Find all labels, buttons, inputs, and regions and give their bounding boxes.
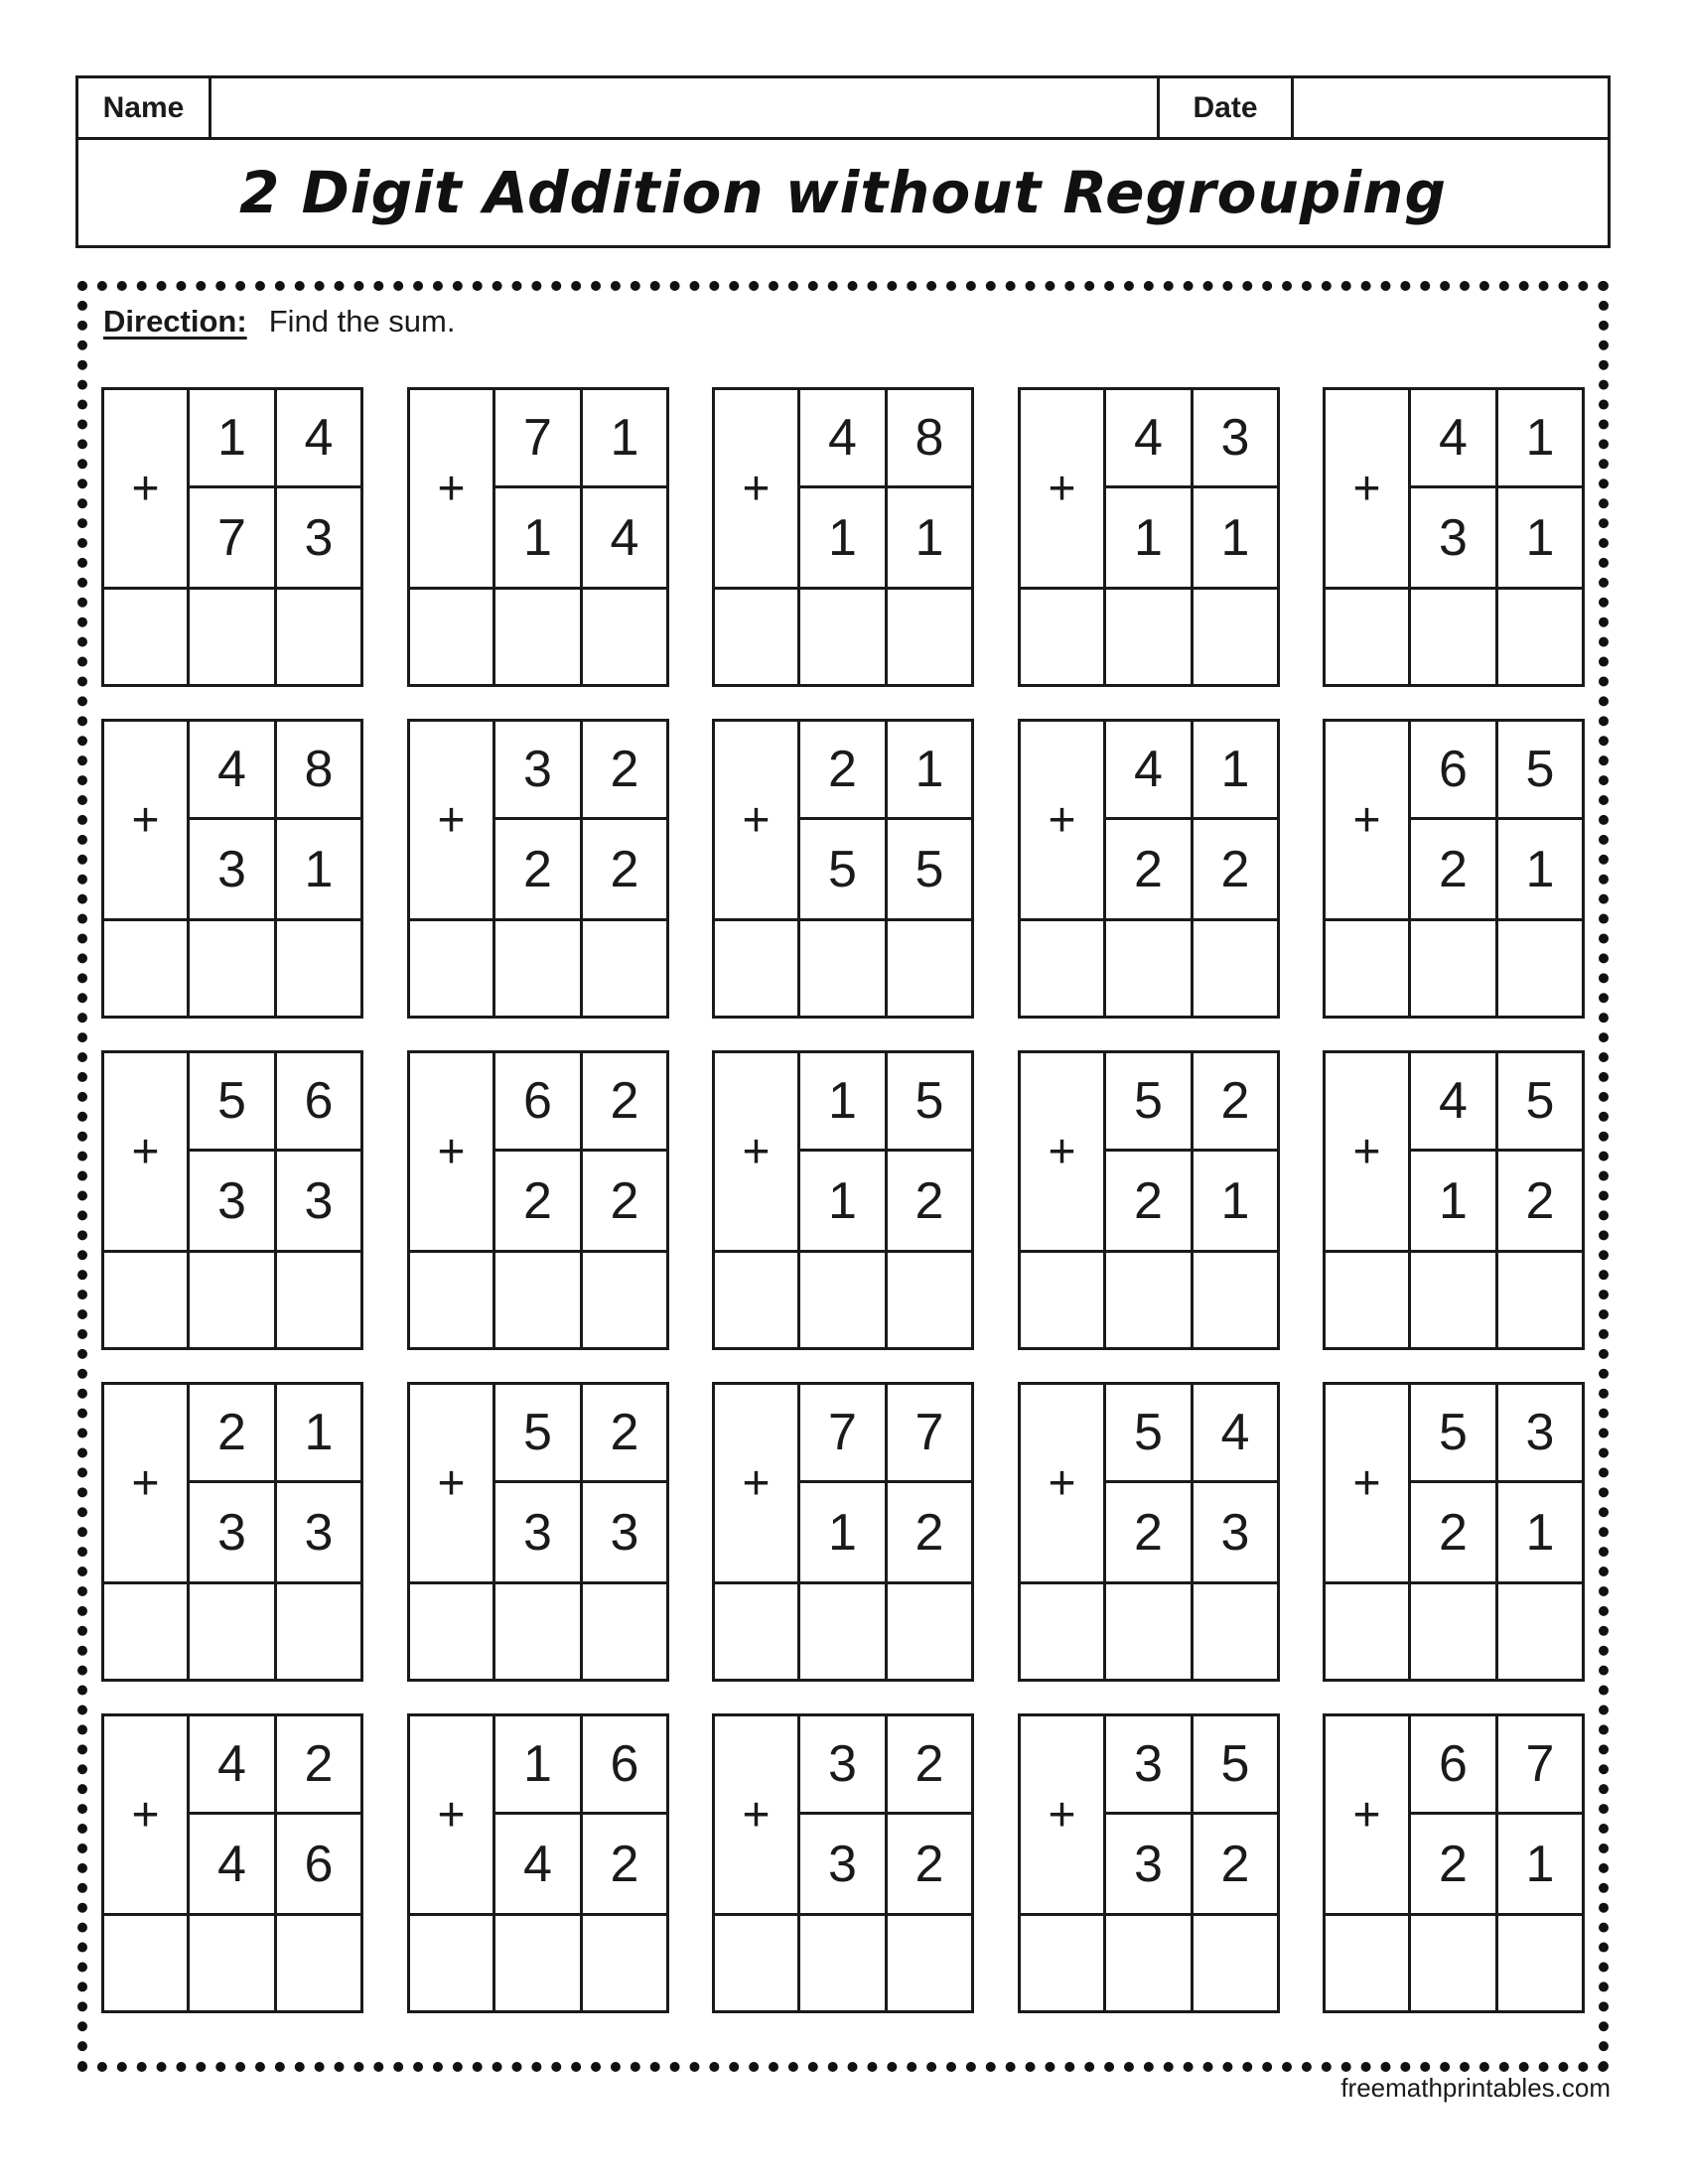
addition-problem <box>712 387 974 687</box>
addend-2-ones: 1 <box>304 840 334 898</box>
addend-1-tens: 1 <box>190 390 277 488</box>
direction <box>103 304 456 340</box>
answer-tens-cell[interactable] <box>1106 587 1194 684</box>
plus-sign: + <box>1326 1716 1411 1913</box>
addend-1-tens: 4 <box>190 722 277 820</box>
answer-ones-cell[interactable] <box>277 1581 360 1679</box>
addition-problem <box>1018 387 1280 687</box>
addend-1-ones: 7 <box>1498 1716 1582 1815</box>
answer-hundreds-cell[interactable] <box>1326 1581 1411 1679</box>
addend-1-tens: 6 <box>1411 722 1498 820</box>
answer-hundreds-cell[interactable] <box>715 1913 800 2010</box>
answer-hundreds-cell[interactable] <box>410 1250 495 1347</box>
answer-hundreds-cell[interactable] <box>410 1581 495 1679</box>
answer-hundreds-cell[interactable] <box>104 1581 190 1679</box>
addend-2-ones: 4 <box>610 508 639 567</box>
answer-tens-cell[interactable] <box>1106 1913 1194 2010</box>
addend-2-tens: 3 <box>190 1152 277 1250</box>
addend-1-tens: 3 <box>1106 1716 1194 1815</box>
addition-problem <box>712 1050 974 1350</box>
plus-sign: + <box>1021 1385 1106 1581</box>
addition-problem <box>1323 1713 1585 2013</box>
answer-hundreds-cell[interactable] <box>410 918 495 1016</box>
addition-problem <box>1323 719 1585 1019</box>
worksheet-title: 2 Digit Addition without Regrouping <box>239 159 1447 226</box>
addend-2-tens: 3 <box>1106 1815 1194 1913</box>
addend-1-tens: 6 <box>495 1053 583 1152</box>
name-label: Name <box>78 78 211 137</box>
addend-1-tens: 1 <box>495 1716 583 1815</box>
addition-problem <box>1323 1050 1585 1350</box>
answer-ones-cell[interactable] <box>583 918 666 1016</box>
plus-sign: + <box>715 390 800 587</box>
answer-ones-cell[interactable] <box>583 1913 666 2010</box>
addition-problem <box>1018 719 1280 1019</box>
addend-1-ones: 8 <box>888 390 971 488</box>
name-field[interactable] <box>211 78 1160 137</box>
addition-problem <box>407 387 669 687</box>
addend-1-tens: 1 <box>800 1053 888 1152</box>
answer-hundreds-cell[interactable] <box>1021 1250 1106 1347</box>
addition-problem <box>1018 1382 1280 1682</box>
addend-2-tens: 5 <box>800 820 888 918</box>
addition-problem <box>407 719 669 1019</box>
addend-1-ones: 1 <box>1194 722 1277 820</box>
addend-2-tens: 1 <box>800 1483 888 1581</box>
answer-tens-cell[interactable] <box>495 1913 583 2010</box>
plus-sign: + <box>410 1385 495 1581</box>
addend-1-ones: 8 <box>277 722 360 820</box>
addend-1-tens: 2 <box>800 722 888 820</box>
addition-problem <box>101 1713 363 2013</box>
addend-1-tens: 6 <box>1411 1716 1498 1815</box>
addend-1-tens: 4 <box>1106 390 1194 488</box>
answer-ones-cell[interactable] <box>888 1913 971 2010</box>
answer-ones-cell[interactable] <box>1194 1250 1277 1347</box>
addend-1-ones: 2 <box>1194 1053 1277 1152</box>
answer-hundreds-cell[interactable] <box>1326 918 1411 1016</box>
addend-1-tens: 7 <box>495 390 583 488</box>
answer-tens-cell[interactable] <box>1411 587 1498 684</box>
addend-2-ones: 2 <box>914 1503 944 1562</box>
plus-sign: + <box>410 1053 495 1250</box>
addend-1-tens: 5 <box>1411 1385 1498 1483</box>
plus-sign: + <box>410 390 495 587</box>
answer-hundreds-cell[interactable] <box>104 1250 190 1347</box>
addition-problem <box>1018 1050 1280 1350</box>
addend-2-tens: 3 <box>495 1483 583 1581</box>
addition-problem <box>712 1382 974 1682</box>
answer-ones-cell[interactable] <box>1194 587 1277 684</box>
answer-ones-cell[interactable] <box>888 918 971 1016</box>
addend-2-tens: 3 <box>190 820 277 918</box>
addend-1-ones: 1 <box>888 722 971 820</box>
answer-hundreds-cell[interactable] <box>1021 1913 1106 2010</box>
addend-2-ones: 5 <box>914 840 944 898</box>
addend-2-tens: 4 <box>190 1815 277 1913</box>
answer-ones-cell[interactable] <box>1498 918 1582 1016</box>
answer-hundreds-cell[interactable] <box>1021 587 1106 684</box>
answer-hundreds-cell[interactable] <box>715 587 800 684</box>
addend-2-ones: 1 <box>1525 1503 1555 1562</box>
answer-ones-cell[interactable] <box>1194 1581 1277 1679</box>
answer-tens-cell[interactable] <box>800 1250 888 1347</box>
addend-1-ones: 1 <box>583 390 666 488</box>
answer-hundreds-cell[interactable] <box>1021 1581 1106 1679</box>
addend-2-ones: 3 <box>304 1171 334 1230</box>
answer-tens-cell[interactable] <box>800 587 888 684</box>
addend-2-tens: 2 <box>1411 820 1498 918</box>
plus-sign: + <box>1326 1385 1411 1581</box>
addend-1-ones: 5 <box>1194 1716 1277 1815</box>
plus-sign: + <box>715 1053 800 1250</box>
answer-hundreds-cell[interactable] <box>715 1581 800 1679</box>
addend-2-ones: 3 <box>1220 1503 1250 1562</box>
worksheet-header <box>75 75 1611 248</box>
answer-tens-cell[interactable] <box>800 1581 888 1679</box>
answer-tens-cell[interactable] <box>190 1913 277 2010</box>
addend-2-tens: 7 <box>190 488 277 587</box>
answer-tens-cell[interactable] <box>1411 1581 1498 1679</box>
addend-1-ones: 4 <box>277 390 360 488</box>
addend-2-tens: 1 <box>1106 488 1194 587</box>
addend-1-ones: 6 <box>277 1053 360 1152</box>
addend-1-tens: 4 <box>1411 1053 1498 1152</box>
direction-label: Direction: <box>103 304 247 339</box>
addend-2-tens: 2 <box>495 1152 583 1250</box>
date-field[interactable] <box>1294 78 1608 137</box>
answer-ones-cell[interactable] <box>1498 1913 1582 2010</box>
plus-sign: + <box>1021 722 1106 918</box>
addend-2-ones: 3 <box>304 508 334 567</box>
answer-ones-cell[interactable] <box>1498 1250 1582 1347</box>
addend-1-tens: 4 <box>800 390 888 488</box>
answer-tens-cell[interactable] <box>495 1581 583 1679</box>
answer-tens-cell[interactable] <box>800 1913 888 2010</box>
addend-1-ones: 5 <box>1498 722 1582 820</box>
addition-problem <box>1323 387 1585 687</box>
addend-2-tens: 1 <box>495 488 583 587</box>
addend-2-ones: 3 <box>610 1503 639 1562</box>
plus-sign: + <box>104 1385 190 1581</box>
addition-problem <box>407 1382 669 1682</box>
answer-ones-cell[interactable] <box>583 587 666 684</box>
addend-2-ones: 2 <box>610 1171 639 1230</box>
plus-sign: + <box>1326 722 1411 918</box>
plus-sign: + <box>104 1053 190 1250</box>
addend-2-tens: 3 <box>190 1483 277 1581</box>
addition-problem <box>407 1713 669 2013</box>
answer-hundreds-cell[interactable] <box>1021 918 1106 1016</box>
direction-text: Find the sum. <box>268 304 456 339</box>
addend-2-ones: 1 <box>914 508 944 567</box>
addend-1-ones: 2 <box>888 1716 971 1815</box>
addend-2-tens: 2 <box>1106 820 1194 918</box>
plus-sign: + <box>715 722 800 918</box>
answer-hundreds-cell[interactable] <box>410 1913 495 2010</box>
answer-tens-cell[interactable] <box>190 1581 277 1679</box>
addend-1-ones: 5 <box>1498 1053 1582 1152</box>
addend-2-tens: 2 <box>1106 1152 1194 1250</box>
addend-2-tens: 1 <box>1411 1152 1498 1250</box>
addend-1-ones: 2 <box>583 722 666 820</box>
answer-tens-cell[interactable] <box>495 1250 583 1347</box>
answer-ones-cell[interactable] <box>277 1913 360 2010</box>
addend-2-ones: 2 <box>1220 840 1250 898</box>
answer-ones-cell[interactable] <box>277 918 360 1016</box>
addend-2-ones: 2 <box>914 1835 944 1893</box>
footer-website: freemathprintables.com <box>1340 2073 1611 2103</box>
addend-2-ones: 2 <box>914 1171 944 1230</box>
plus-sign: + <box>104 1716 190 1913</box>
answer-tens-cell[interactable] <box>1411 1250 1498 1347</box>
addend-2-tens: 2 <box>1106 1483 1194 1581</box>
addition-problem <box>712 1713 974 2013</box>
plus-sign: + <box>1021 390 1106 587</box>
answer-tens-cell[interactable] <box>495 587 583 684</box>
plus-sign: + <box>410 1716 495 1913</box>
addend-1-ones: 6 <box>583 1716 666 1815</box>
addition-problem <box>101 1050 363 1350</box>
answer-ones-cell[interactable] <box>1194 918 1277 1016</box>
plus-sign: + <box>104 722 190 918</box>
plus-sign: + <box>1326 1053 1411 1250</box>
addend-1-ones: 1 <box>1498 390 1582 488</box>
answer-hundreds-cell[interactable] <box>715 1250 800 1347</box>
answer-ones-cell[interactable] <box>277 1250 360 1347</box>
addition-problem <box>101 1382 363 1682</box>
addend-2-ones: 1 <box>1525 840 1555 898</box>
addend-1-ones: 2 <box>277 1716 360 1815</box>
addend-2-tens: 1 <box>800 1152 888 1250</box>
addend-2-ones: 3 <box>304 1503 334 1562</box>
addend-2-ones: 1 <box>1525 1835 1555 1893</box>
answer-ones-cell[interactable] <box>888 1581 971 1679</box>
addend-2-tens: 4 <box>495 1815 583 1913</box>
addend-1-tens: 3 <box>495 722 583 820</box>
answer-tens-cell[interactable] <box>1106 918 1194 1016</box>
answer-hundreds-cell[interactable] <box>104 918 190 1016</box>
plus-sign: + <box>1021 1716 1106 1913</box>
answer-ones-cell[interactable] <box>888 587 971 684</box>
answer-hundreds-cell[interactable] <box>715 918 800 1016</box>
addend-2-tens: 1 <box>800 488 888 587</box>
addend-2-ones: 6 <box>304 1835 334 1893</box>
addend-1-tens: 4 <box>1106 722 1194 820</box>
addend-1-tens: 7 <box>800 1385 888 1483</box>
answer-ones-cell[interactable] <box>277 587 360 684</box>
name-date-row <box>78 78 1608 140</box>
answer-hundreds-cell[interactable] <box>104 1913 190 2010</box>
answer-tens-cell[interactable] <box>1106 1581 1194 1679</box>
addend-1-ones: 7 <box>888 1385 971 1483</box>
addend-1-ones: 3 <box>1498 1385 1582 1483</box>
answer-ones-cell[interactable] <box>583 1250 666 1347</box>
addend-1-tens: 2 <box>190 1385 277 1483</box>
answer-hundreds-cell[interactable] <box>410 587 495 684</box>
answer-ones-cell[interactable] <box>1194 1913 1277 2010</box>
addend-2-ones: 2 <box>610 1835 639 1893</box>
addition-problem <box>101 387 363 687</box>
addend-1-ones: 1 <box>277 1385 360 1483</box>
plus-sign: + <box>715 1716 800 1913</box>
addend-1-ones: 3 <box>1194 390 1277 488</box>
answer-ones-cell[interactable] <box>1498 1581 1582 1679</box>
answer-ones-cell[interactable] <box>888 1250 971 1347</box>
answer-tens-cell[interactable] <box>800 918 888 1016</box>
addend-1-tens: 3 <box>800 1716 888 1815</box>
addition-problem <box>407 1050 669 1350</box>
addend-2-ones: 1 <box>1525 508 1555 567</box>
addend-1-ones: 2 <box>583 1385 666 1483</box>
addend-2-tens: 2 <box>1411 1483 1498 1581</box>
addend-1-ones: 4 <box>1194 1385 1277 1483</box>
answer-ones-cell[interactable] <box>1498 587 1582 684</box>
answer-hundreds-cell[interactable] <box>104 587 190 684</box>
addend-2-tens: 2 <box>1411 1815 1498 1913</box>
addend-1-ones: 5 <box>888 1053 971 1152</box>
date-label: Date <box>1160 78 1294 137</box>
problem-grid <box>101 387 1585 2013</box>
addition-problem <box>1323 1382 1585 1682</box>
addend-2-ones: 1 <box>1220 1171 1250 1230</box>
answer-hundreds-cell[interactable] <box>1326 1250 1411 1347</box>
answer-tens-cell[interactable] <box>1411 1913 1498 2010</box>
addend-2-ones: 1 <box>1220 508 1250 567</box>
answer-hundreds-cell[interactable] <box>1326 587 1411 684</box>
answer-ones-cell[interactable] <box>583 1581 666 1679</box>
answer-hundreds-cell[interactable] <box>1326 1913 1411 2010</box>
addend-1-tens: 4 <box>1411 390 1498 488</box>
addend-2-tens: 3 <box>800 1815 888 1913</box>
plus-sign: + <box>715 1385 800 1581</box>
answer-tens-cell[interactable] <box>495 918 583 1016</box>
addition-problem <box>101 719 363 1019</box>
plus-sign: + <box>1326 390 1411 587</box>
addition-problem <box>1018 1713 1280 2013</box>
plus-sign: + <box>410 722 495 918</box>
addend-2-tens: 3 <box>1411 488 1498 587</box>
addend-1-tens: 5 <box>1106 1053 1194 1152</box>
addend-1-ones: 2 <box>583 1053 666 1152</box>
addend-1-tens: 5 <box>190 1053 277 1152</box>
addend-1-tens: 5 <box>1106 1385 1194 1483</box>
answer-tens-cell[interactable] <box>190 918 277 1016</box>
answer-tens-cell[interactable] <box>1411 918 1498 1016</box>
addend-2-tens: 2 <box>495 820 583 918</box>
addend-1-tens: 4 <box>190 1716 277 1815</box>
answer-tens-cell[interactable] <box>1106 1250 1194 1347</box>
plus-sign: + <box>104 390 190 587</box>
addend-2-ones: 2 <box>610 840 639 898</box>
plus-sign: + <box>1021 1053 1106 1250</box>
addend-2-ones: 2 <box>1220 1835 1250 1893</box>
addition-problem <box>712 719 974 1019</box>
answer-tens-cell[interactable] <box>190 1250 277 1347</box>
answer-tens-cell[interactable] <box>190 587 277 684</box>
addend-1-tens: 5 <box>495 1385 583 1483</box>
addend-2-ones: 2 <box>1525 1171 1555 1230</box>
